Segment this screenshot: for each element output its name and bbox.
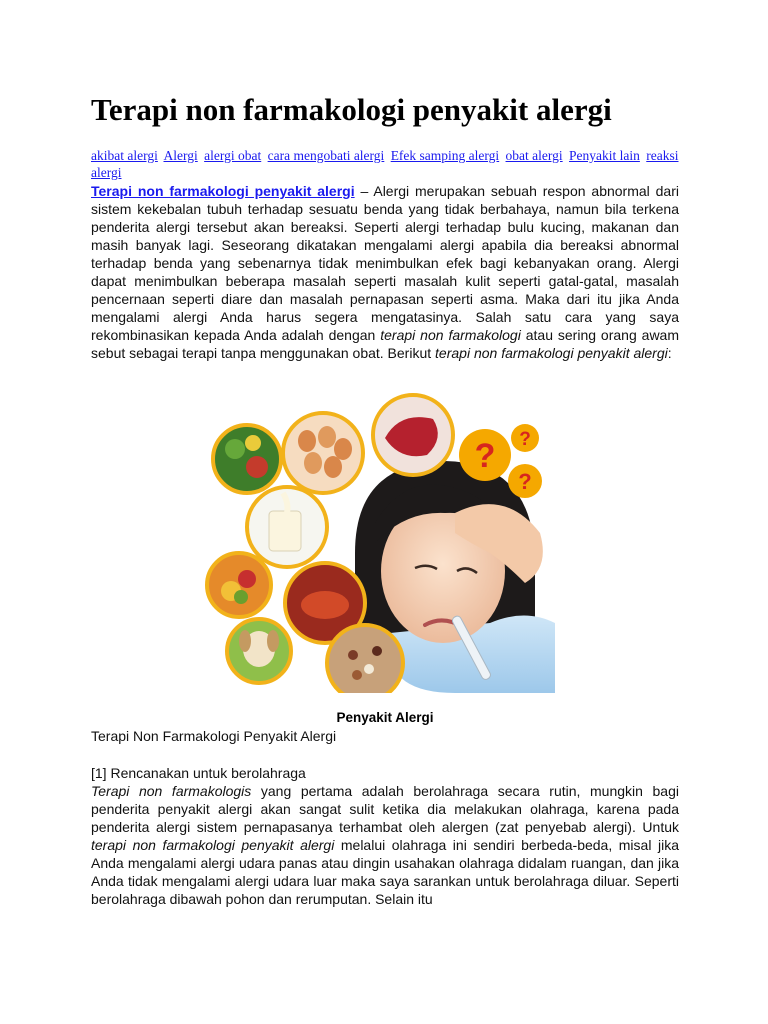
tag-list (91, 147, 679, 181)
tag-link-alergi-obat[interactable]: alergi obat (204, 148, 262, 163)
section-text-1: yang pertama adalah berolahraga secara rutin, mungkin bagi penderita penyakit alergi akan sangat sulit ketika dia melakukan olahraga, karena pada penderita alergi sistem pernapasanya terhambat oleh alergen (zat penyebab alergi). Untuk (91, 783, 679, 835)
tag-link-alergi[interactable]: Alergi (163, 148, 198, 163)
intro-italic-1: terapi non farmakologi (380, 327, 521, 343)
milk-circle (247, 487, 327, 567)
section-italic-1: Terapi non farmakologis (91, 783, 252, 799)
beans-circle (327, 625, 403, 693)
intro-text-3: : (667, 345, 672, 361)
intro-italic-2: terapi non farmakologi penyakit alergi (435, 345, 668, 361)
intro-title-link[interactable]: Terapi non farmakologi penyakit alergi (91, 183, 355, 199)
svg-text:?: ? (519, 429, 531, 450)
allergy-illustration (205, 393, 565, 693)
page-title: Terapi non farmakologi penyakit alergi (91, 92, 612, 127)
svg-text:?: ? (518, 469, 532, 494)
fruits-circle (207, 553, 271, 617)
tag-link-reaksi-alergi[interactable]: reaksi alergi (91, 148, 679, 180)
dog-circle (227, 619, 291, 683)
tag-link-obat-alergi[interactable]: obat alergi (505, 148, 563, 163)
figure-subcaption: Terapi Non Farmakologi Penyakit Alergi (91, 728, 337, 744)
section-paragraph (91, 782, 679, 908)
eggs-circle (283, 413, 363, 493)
tag-link-akibat-alergi[interactable]: akibat alergi (91, 148, 158, 163)
section-heading: [1] Rencanakan untuk berolahraga (91, 765, 306, 781)
tag-link-penyakit-lain[interactable]: Penyakit lain (569, 148, 640, 163)
tag-link-cara-mengobati-alergi[interactable]: cara mengobati alergi (267, 148, 385, 163)
svg-text:?: ? (474, 437, 496, 475)
intro-paragraph (91, 182, 679, 362)
vegetables-circle (213, 425, 281, 493)
intro-text-2: atau sering orang awam sebut sebagai terapi tanpa menggunakan obat. Berikut (91, 327, 679, 361)
intro-text-1: – Alergi merupakan sebuah respon abnormal dari sistem kekebalan tubuh terhadap sesuatu benda yang tidak berbahaya, namun bila terkena penderita alergi tersebut akan bereaksi. Seperti alergi terhadap bulu kucing, makanan dan masih banyak lagi. Seseorang dikatakan mengalami alergi apabila dia bereaksi abnormal terhadap benda yang sebenarnya tidak menimbulkan efek bagi kebanyakan orang. Alergi dapat menimbulkan beberapa masalah seperti masalah kulit seperti gatal-gatal, masalah pencernaan seperti diare dan masalah pernapasan seperti asma. Maka dari itu jika Anda mengalami alergi Anda harus segera mengatasinya. Salah satu cara yang saya rekombinasikan kepada Anda adalah dengan (91, 183, 679, 343)
section-italic-2: terapi non farmakologi penyakit alergi (91, 837, 335, 853)
section-text-2: melalui olahraga ini sendiri berbeda-beda, misal jika Anda mengalami alergi udara panas atau dingin usahakan olahraga didalam ruangan, dan jika Anda tidak mengalami alergi udara luar maka saya sarankan untuk berolahraga diluar. Seperti berolahraga dibawah pohon dan rerumputan. Selain itu (91, 837, 679, 907)
tag-link-efek-samping-alergi[interactable]: Efek samping alergi (390, 148, 500, 163)
figure-caption: Penyakit Alergi (336, 710, 434, 725)
meat-circle (373, 395, 453, 475)
